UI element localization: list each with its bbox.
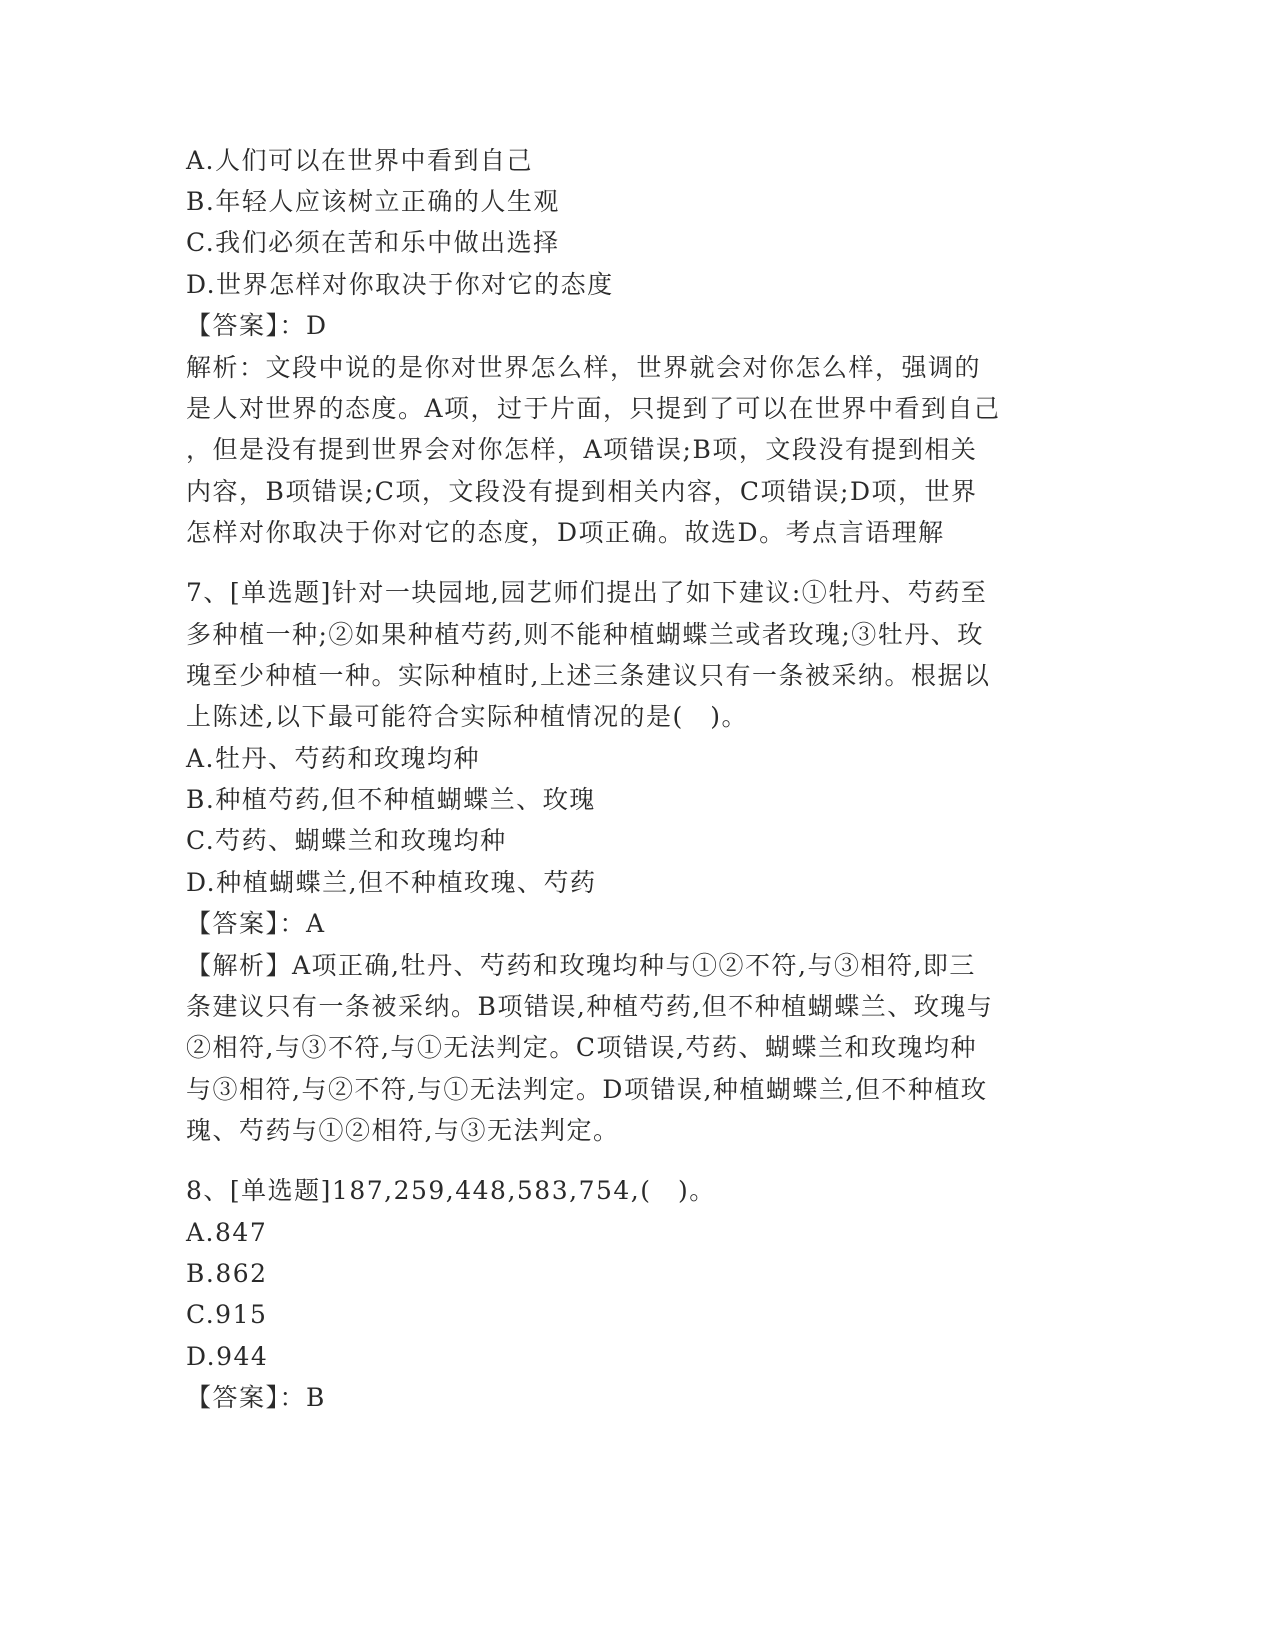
option-c: C.我们必须在苦和乐中做出选择 xyxy=(186,228,560,257)
answer-line: 【答案】：A xyxy=(186,909,326,938)
option-a: A.牡丹、芍药和玫瑰均种 xyxy=(186,744,481,773)
option-d: D.种植蝴蝶兰,但不种植玫瑰、芍药 xyxy=(186,868,597,897)
option-c: C.915 xyxy=(186,1300,268,1329)
analysis-line: ，但是没有提到世界会对你怎样，A项错误;B项，文段没有提到相关 xyxy=(186,435,978,464)
option-a: A.人们可以在世界中看到自己 xyxy=(186,146,534,175)
analysis-line: 是人对世界的态度。A项，过于片面，只提到了可以在世界中看到自己 xyxy=(186,394,1001,423)
analysis-line: ②相符,与③不符,与①无法判定。C项错误,芍药、蝴蝶兰和玫瑰均种 xyxy=(186,1033,977,1062)
question-7-stem: 7、[单选题]针对一块园地,园艺师们提出了如下建议:①牡丹、芍药至 xyxy=(186,578,988,607)
analysis-line: 【解析】A项正确,牡丹、芍药和玫瑰均种与①②不符,与③相符,即三 xyxy=(186,951,976,980)
question-7-stem: 瑰至少种植一种。实际种植时,上述三条建议只有一条被采纳。根据以 xyxy=(186,661,991,690)
question-7-stem: 多种植一种;②如果种植芍药,则不能种植蝴蝶兰或者玫瑰;③牡丹、玫 xyxy=(186,620,984,649)
option-c: C.芍药、蝴蝶兰和玫瑰均种 xyxy=(186,826,507,855)
option-a: A.847 xyxy=(186,1218,268,1247)
answer-line: 【答案】：B xyxy=(186,1383,326,1412)
option-d: D.944 xyxy=(186,1342,269,1371)
analysis-line: 怎样对你取决于你对它的态度，D项正确。故选D。考点言语理解 xyxy=(186,518,945,547)
analysis-line: 内容，B项错误;C项，文段没有提到相关内容，C项错误;D项，世界 xyxy=(186,477,978,506)
option-b: B.年轻人应该树立正确的人生观 xyxy=(186,187,560,216)
analysis-line: 瑰、芍药与①②相符,与③无法判定。 xyxy=(186,1116,620,1145)
analysis-line: 条建议只有一条被采纳。B项错误,种植芍药,但不种植蝴蝶兰、玫瑰与 xyxy=(186,992,994,1021)
question-8-stem: 8、[单选题]187,259,448,583,754,( )。 xyxy=(186,1176,716,1205)
question-7-stem: 上陈述,以下最可能符合实际种植情况的是( )。 xyxy=(186,702,748,731)
option-b: B.种植芍药,但不种植蝴蝶兰、玫瑰 xyxy=(186,785,596,814)
option-b: B.862 xyxy=(186,1259,268,1288)
analysis-line: 解析：文段中说的是你对世界怎么样，世界就会对你怎么样，强调的 xyxy=(186,353,982,382)
answer-line: 【答案】：D xyxy=(186,311,328,340)
analysis-line: 与③相符,与②不符,与①无法判定。D项错误,种植蝴蝶兰,但不种植玫 xyxy=(186,1075,988,1104)
option-d: D.世界怎样对你取决于你对它的态度 xyxy=(186,270,614,299)
